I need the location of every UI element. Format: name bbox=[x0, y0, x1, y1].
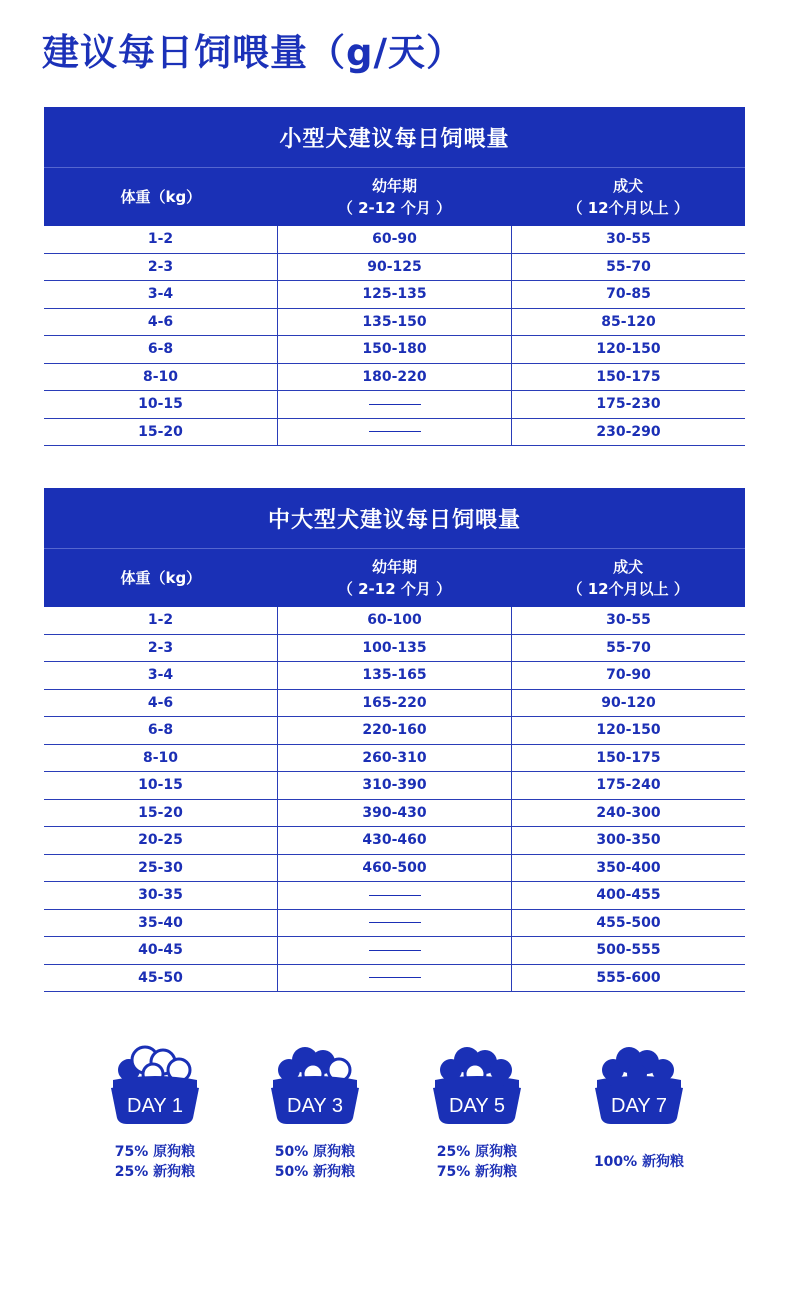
cell-adult: 455-500 bbox=[511, 910, 745, 937]
table-row bbox=[44, 364, 745, 392]
cell-puppy: 180-220 bbox=[277, 364, 511, 391]
cell-adult: 230-290 bbox=[511, 419, 745, 446]
cell-adult: 500-555 bbox=[511, 937, 745, 964]
cell-weight: 1-2 bbox=[147, 612, 174, 629]
column-header-row bbox=[44, 167, 745, 226]
cell-adult: 350-400 bbox=[511, 855, 745, 882]
cell-puppy bbox=[277, 419, 511, 446]
table-row bbox=[44, 607, 745, 635]
cell-adult: 120-150 bbox=[511, 336, 745, 363]
column-header-label: 幼年期 bbox=[372, 558, 418, 576]
cell-puppy bbox=[277, 391, 511, 418]
cell-weight: 40-45 bbox=[138, 942, 183, 959]
cell-puppy: 90-125 bbox=[277, 254, 511, 281]
table-row bbox=[44, 937, 745, 965]
cell-weight: 30-35 bbox=[138, 887, 183, 904]
cell-weight: 6-8 bbox=[147, 722, 174, 739]
cell-puppy bbox=[277, 910, 511, 937]
cell-puppy: 60-100 bbox=[277, 607, 511, 634]
table-row bbox=[44, 254, 745, 282]
cell-weight: 3-4 bbox=[147, 286, 174, 303]
table-row bbox=[44, 882, 745, 910]
cell-weight: 2-3 bbox=[147, 639, 174, 656]
cell-adult: 85-120 bbox=[511, 309, 745, 336]
cell-weight: 8-10 bbox=[142, 368, 179, 385]
column-header-label: 成犬 bbox=[613, 177, 644, 195]
large-dog-feeding-table bbox=[44, 488, 745, 992]
column-header-sublabel: （ 2-12 个月 ） bbox=[337, 580, 452, 598]
cell-adult: 70-90 bbox=[511, 662, 745, 689]
cell-weight: 10-15 bbox=[138, 777, 183, 794]
cell-adult: 175-230 bbox=[511, 391, 745, 418]
cell-adult: 400-455 bbox=[511, 882, 745, 909]
cell-weight: 45-50 bbox=[138, 969, 183, 986]
day-label: DAY 3 bbox=[287, 1095, 343, 1117]
cell-puppy: 460-500 bbox=[277, 855, 511, 882]
table-row bbox=[44, 910, 745, 938]
column-header-sublabel: （ 12个月以上 ） bbox=[567, 199, 689, 217]
table-body bbox=[44, 226, 745, 446]
cell-adult: 30-55 bbox=[511, 607, 745, 634]
cell-weight: 8-10 bbox=[142, 749, 179, 766]
cell-weight: 15-20 bbox=[138, 423, 183, 440]
table-row bbox=[44, 226, 745, 254]
cell-puppy bbox=[277, 937, 511, 964]
empty-dash bbox=[369, 431, 421, 432]
column-header-adult bbox=[511, 549, 745, 607]
table-row bbox=[44, 827, 745, 855]
table-row bbox=[44, 855, 745, 883]
mix-line-1: 25% 原狗粮 bbox=[436, 1144, 518, 1160]
cell-adult: 55-70 bbox=[511, 254, 745, 281]
column-header-row bbox=[44, 548, 745, 607]
day-label: DAY 5 bbox=[449, 1095, 505, 1117]
table-row bbox=[44, 745, 745, 773]
table-row bbox=[44, 717, 745, 745]
food-bowl-icon bbox=[107, 1040, 203, 1126]
cell-adult: 90-120 bbox=[511, 690, 745, 717]
cell-puppy bbox=[277, 882, 511, 909]
cell-adult: 70-85 bbox=[511, 281, 745, 308]
transition-step bbox=[402, 1040, 552, 1182]
table-row bbox=[44, 800, 745, 828]
mix-line-2: 50% 新狗粮 bbox=[274, 1164, 356, 1180]
table-row bbox=[44, 391, 745, 419]
column-header-adult bbox=[511, 168, 745, 226]
cell-weight: 15-20 bbox=[138, 804, 183, 821]
cell-weight: 6-8 bbox=[147, 341, 174, 358]
day-label: DAY 1 bbox=[127, 1095, 183, 1117]
cell-adult: 240-300 bbox=[511, 800, 745, 827]
cell-weight: 4-6 bbox=[147, 313, 174, 330]
cell-adult: 555-600 bbox=[511, 965, 745, 992]
column-header-label: 体重（kg） bbox=[120, 188, 202, 206]
cell-puppy: 135-165 bbox=[277, 662, 511, 689]
column-header-puppy bbox=[278, 549, 512, 607]
column-header-sublabel: （ 2-12 个月 ） bbox=[337, 199, 452, 217]
cell-weight: 3-4 bbox=[147, 667, 174, 684]
table-row bbox=[44, 690, 745, 718]
column-header-label: 体重（kg） bbox=[120, 569, 202, 587]
column-header-weight bbox=[44, 168, 278, 226]
cell-adult: 300-350 bbox=[511, 827, 745, 854]
cell-puppy: 150-180 bbox=[277, 336, 511, 363]
small-dog-feeding-table bbox=[44, 107, 745, 446]
food-bowl-icon bbox=[429, 1040, 525, 1126]
mix-line-1: 100% 新狗粮 bbox=[593, 1154, 685, 1170]
transition-step bbox=[80, 1040, 230, 1182]
cell-adult: 30-55 bbox=[511, 226, 745, 253]
cell-puppy: 310-390 bbox=[277, 772, 511, 799]
cell-weight: 2-3 bbox=[147, 258, 174, 275]
table-row bbox=[44, 281, 745, 309]
column-header-label: 成犬 bbox=[613, 558, 644, 576]
column-header-label: 幼年期 bbox=[372, 177, 418, 195]
cell-weight: 20-25 bbox=[138, 832, 183, 849]
food-bowl-icon bbox=[267, 1040, 363, 1126]
empty-dash bbox=[369, 922, 421, 923]
cell-adult: 150-175 bbox=[511, 745, 745, 772]
cell-adult: 175-240 bbox=[511, 772, 745, 799]
mix-line-1: 75% 原狗粮 bbox=[114, 1144, 196, 1160]
empty-dash bbox=[369, 950, 421, 951]
cell-adult: 120-150 bbox=[511, 717, 745, 744]
table-row bbox=[44, 309, 745, 337]
mix-ratio bbox=[240, 1142, 390, 1182]
mix-ratio bbox=[402, 1142, 552, 1182]
cell-puppy: 390-430 bbox=[277, 800, 511, 827]
cell-weight: 1-2 bbox=[147, 231, 174, 248]
cell-adult: 150-175 bbox=[511, 364, 745, 391]
column-header-puppy bbox=[278, 168, 512, 226]
mix-ratio bbox=[80, 1142, 230, 1182]
mix-line-2: 75% 新狗粮 bbox=[436, 1164, 518, 1180]
cell-adult: 55-70 bbox=[511, 635, 745, 662]
table-row bbox=[44, 772, 745, 800]
transition-step bbox=[564, 1040, 714, 1172]
table-row bbox=[44, 965, 745, 993]
empty-dash bbox=[369, 404, 421, 405]
cell-puppy: 430-460 bbox=[277, 827, 511, 854]
cell-weight: 10-15 bbox=[138, 396, 183, 413]
cell-puppy: 135-150 bbox=[277, 309, 511, 336]
table-heading: 小型犬建议每日饲喂量 bbox=[44, 107, 745, 167]
column-header-sublabel: （ 12个月以上 ） bbox=[567, 580, 689, 598]
cell-puppy: 125-135 bbox=[277, 281, 511, 308]
empty-dash bbox=[369, 895, 421, 896]
table-row bbox=[44, 635, 745, 663]
cell-puppy: 60-90 bbox=[277, 226, 511, 253]
day-label: DAY 7 bbox=[611, 1095, 667, 1117]
cell-weight: 4-6 bbox=[147, 694, 174, 711]
cell-weight: 35-40 bbox=[138, 914, 183, 931]
page-title: 建议每日饲喂量（g/天） bbox=[42, 31, 464, 74]
table-row bbox=[44, 336, 745, 364]
column-header-weight bbox=[44, 549, 278, 607]
table-heading: 中大型犬建议每日饲喂量 bbox=[44, 488, 745, 548]
table-row bbox=[44, 662, 745, 690]
table-body bbox=[44, 607, 745, 992]
mix-line-2: 25% 新狗粮 bbox=[114, 1164, 196, 1180]
cell-puppy: 260-310 bbox=[277, 745, 511, 772]
mix-ratio bbox=[564, 1152, 714, 1172]
cell-puppy: 165-220 bbox=[277, 690, 511, 717]
food-bowl-icon bbox=[591, 1040, 687, 1126]
empty-dash bbox=[369, 977, 421, 978]
cell-weight: 25-30 bbox=[138, 859, 183, 876]
cell-puppy: 100-135 bbox=[277, 635, 511, 662]
cell-puppy bbox=[277, 965, 511, 992]
transition-step bbox=[240, 1040, 390, 1182]
mix-line-1: 50% 原狗粮 bbox=[274, 1144, 356, 1160]
cell-puppy: 220-160 bbox=[277, 717, 511, 744]
table-row bbox=[44, 419, 745, 447]
